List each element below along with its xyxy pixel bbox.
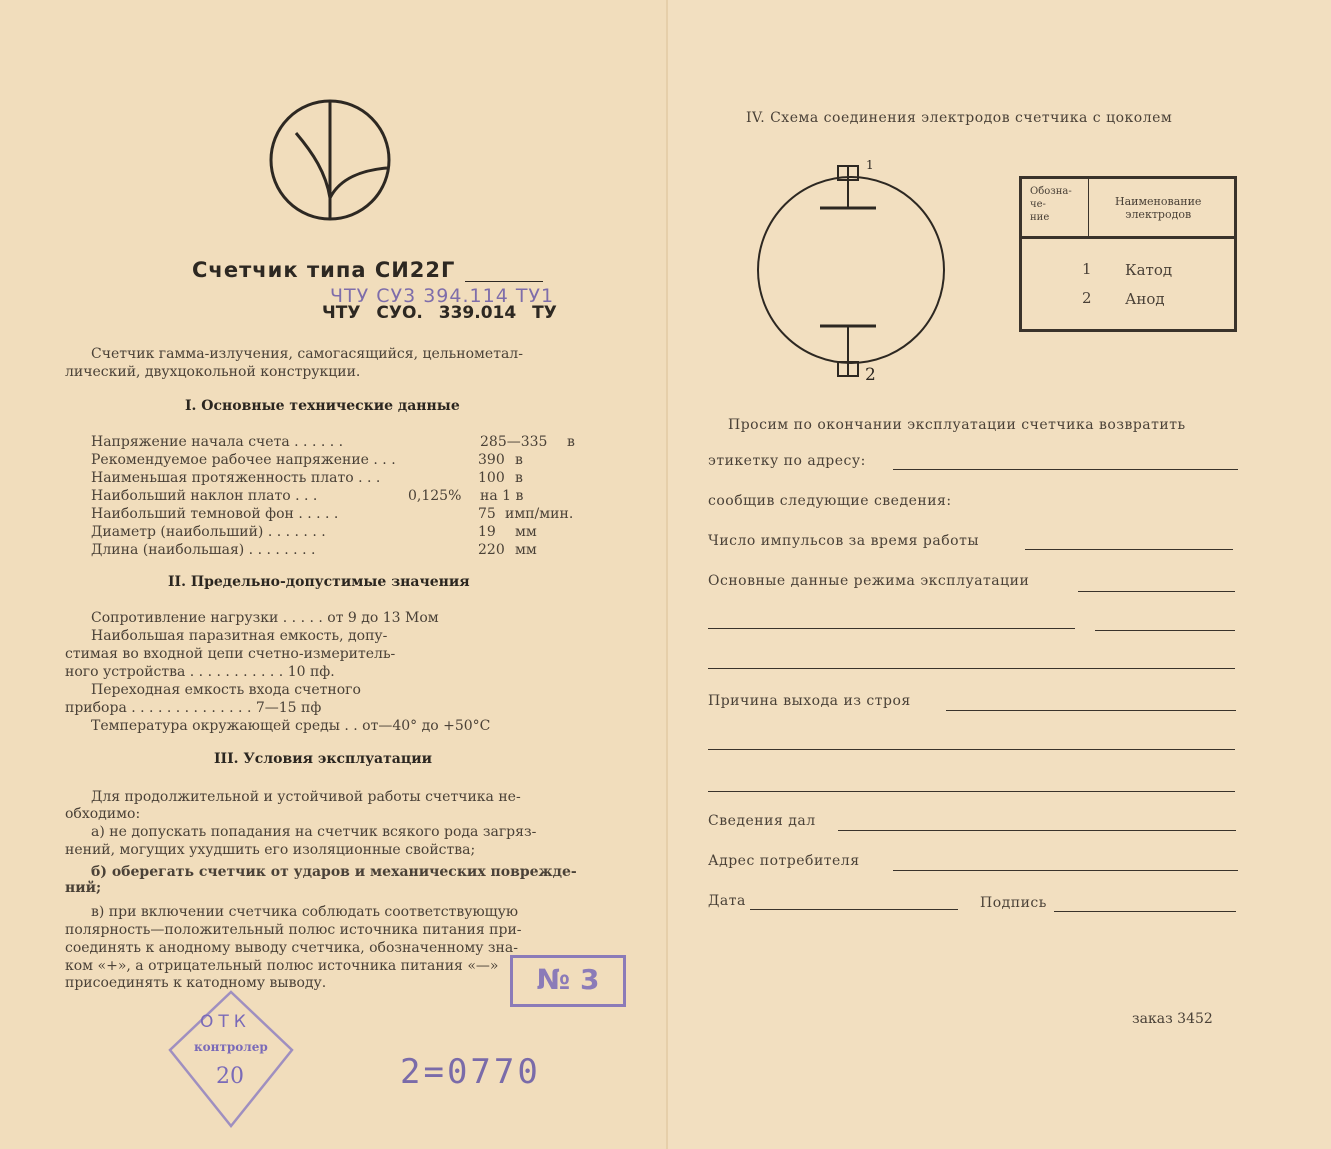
- conditions-line: ком «+», а отрицательный полюс источника питания «—»: [65, 958, 499, 974]
- signature-field: [1054, 911, 1236, 912]
- return-address-label: этикетку по адресу:: [708, 453, 866, 469]
- failure-reason-label: Причина выхода из строя: [708, 693, 911, 709]
- conditions-line: соединять к анодному выводу счетчика, обозначенному зна-: [65, 940, 518, 956]
- conditions-line: присоединять к катодному выводу.: [65, 975, 327, 991]
- spec-row-unit: в: [515, 470, 523, 486]
- otk-stamp-outline: [168, 990, 294, 1128]
- section-2-heading: II. Предельно-допустимые значения: [168, 574, 470, 590]
- section-1-heading: I. Основные технические данные: [185, 398, 460, 414]
- section-4-heading: IV. Схема соединения электродов счетчика с цоколем: [746, 110, 1173, 126]
- date-label: Дата: [708, 893, 746, 909]
- operating-mode-label: Основные данные режима эксплуатации: [708, 573, 1030, 589]
- limits-line: Наибольшая паразитная емкость, допу-: [91, 628, 388, 644]
- title-underline: [465, 281, 543, 282]
- spec-row-label: Наибольший наклон плато . . .: [91, 488, 318, 504]
- operating-mode-field-3: [1095, 630, 1235, 631]
- table-header-designation: Обозна- че- ние: [1030, 186, 1072, 223]
- spec-row-label: Напряжение начала счета . . . . . .: [91, 434, 344, 450]
- return-request-line-3: сообщив следующие сведения:: [708, 493, 952, 509]
- spec-row-value: 220: [478, 542, 505, 558]
- intro-line-2: лический, двухцокольной конструкции.: [65, 364, 361, 380]
- limits-line: Температура окружающей среды . . от—40° до +50°С: [91, 718, 491, 734]
- conditions-line: в) при включении счетчика соблюдать соответствующую: [91, 904, 519, 920]
- table-header-electrode-name: Наименование электродов: [1115, 195, 1202, 221]
- return-request-line-1: Просим по окончании эксплуатации счетчика возвратить: [728, 417, 1186, 433]
- spec-row-label: Наибольший темновой фон . . . . .: [91, 506, 339, 522]
- table-row-1-name: Катод: [1125, 261, 1173, 279]
- impulse-count-field: [1025, 549, 1233, 550]
- failure-reason-field-2: [708, 749, 1235, 750]
- number-stamp: № 3: [510, 955, 626, 1007]
- spec-row-unit: мм: [515, 542, 537, 558]
- limits-line: Сопротивление нагрузки . . . . . от 9 до 13 Мом: [91, 610, 439, 626]
- spec-row-label: Длина (наибольшая) . . . . . . . .: [91, 542, 316, 558]
- spec-row-label: Диаметр (наибольший) . . . . . . .: [91, 524, 326, 540]
- document-title: Счетчик типа СИ22Г: [192, 258, 456, 282]
- conditions-line: ний;: [65, 880, 102, 896]
- spec-row-unit: имп/мин.: [505, 506, 574, 522]
- tu-designation: ЧТУ СУО. 339.014 ТУ: [322, 303, 557, 323]
- pin-2-label: 2: [865, 365, 876, 385]
- consumer-address-field: [893, 870, 1238, 871]
- limits-line: прибора . . . . . . . . . . . . . . 7—15 пф: [65, 700, 322, 716]
- spec-row-unit: на 1 в: [480, 488, 524, 504]
- otk-controller-label: контролер: [194, 1040, 268, 1054]
- conditions-line: б) оберегать счетчик от ударов и механических поврежде-: [91, 864, 577, 880]
- spec-row-label: Наименьшая протяженность плато . . .: [91, 470, 381, 486]
- electrode-diagram: [754, 160, 954, 390]
- right-page: [668, 0, 1331, 1149]
- date-field: [750, 909, 958, 910]
- info-provider-label: Сведения дал: [708, 813, 816, 829]
- return-address-field: [893, 469, 1238, 470]
- spec-row-value: 100: [478, 470, 505, 486]
- spec-row-unit: в: [515, 452, 523, 468]
- manufacturer-logo: [268, 98, 394, 224]
- spec-row-unit: мм: [515, 524, 537, 540]
- operating-mode-field-2: [708, 628, 1075, 629]
- spec-row-value: 390: [478, 452, 505, 468]
- tu-stamp: ЧТУ СУ3 394.114 ТУ1: [330, 285, 555, 307]
- order-number: заказ 3452: [1132, 1011, 1213, 1027]
- spec-row-value: 0,125%: [408, 488, 462, 504]
- section-3-heading: III. Условия эксплуатации: [214, 751, 432, 767]
- operating-mode-field-4: [708, 668, 1235, 669]
- pin-1-label: 1: [866, 158, 874, 172]
- table-row-2-number: 2: [1082, 289, 1092, 307]
- otk-label: ОТК: [200, 1012, 251, 1032]
- conditions-line: полярность—положительный полюс источника питания при-: [65, 922, 522, 938]
- table-row-2-name: Анод: [1125, 290, 1165, 308]
- conditions-line: обходимо:: [65, 806, 141, 822]
- electrode-table: [1019, 176, 1237, 332]
- operating-mode-field-1: [1078, 591, 1235, 592]
- conditions-line: а) не допускать попадания на счетчик всякого рода загряз-: [91, 824, 537, 840]
- consumer-address-label: Адрес потребителя: [708, 853, 860, 869]
- spec-row-value: 75: [478, 506, 496, 522]
- spec-row-value: 19: [478, 524, 496, 540]
- intro-line-1: Счетчик гамма-излучения, самогасящийся, цельнометал-: [91, 346, 523, 362]
- signature-label: Подпись: [980, 895, 1047, 911]
- otk-stamp: [168, 990, 294, 1128]
- limits-line: Переходная емкость входа счетного: [91, 682, 361, 698]
- spec-row-unit: в: [567, 434, 575, 450]
- limits-line: ного устройства . . . . . . . . . . . 10 пф.: [65, 664, 335, 680]
- spec-row-label: Рекомендуемое рабочее напряжение . . .: [91, 452, 396, 468]
- info-provider-field: [838, 830, 1236, 831]
- spec-row-value: 285—335: [480, 434, 548, 450]
- conditions-line: нений, могущих ухудшить его изоляционные свойства;: [65, 842, 476, 858]
- otk-controller-number: 20: [216, 1064, 244, 1089]
- serial-number-stamp: 2=0770: [400, 1052, 541, 1092]
- limits-line: стимая во входной цепи счетно-измеритель-: [65, 646, 396, 662]
- conditions-line: Для продолжительной и устойчивой работы счетчика не-: [91, 789, 521, 805]
- failure-reason-field-1: [946, 710, 1236, 711]
- impulse-count-label: Число импульсов за время работы: [708, 533, 979, 549]
- failure-reason-field-3: [708, 791, 1235, 792]
- table-row-1-number: 1: [1082, 260, 1092, 278]
